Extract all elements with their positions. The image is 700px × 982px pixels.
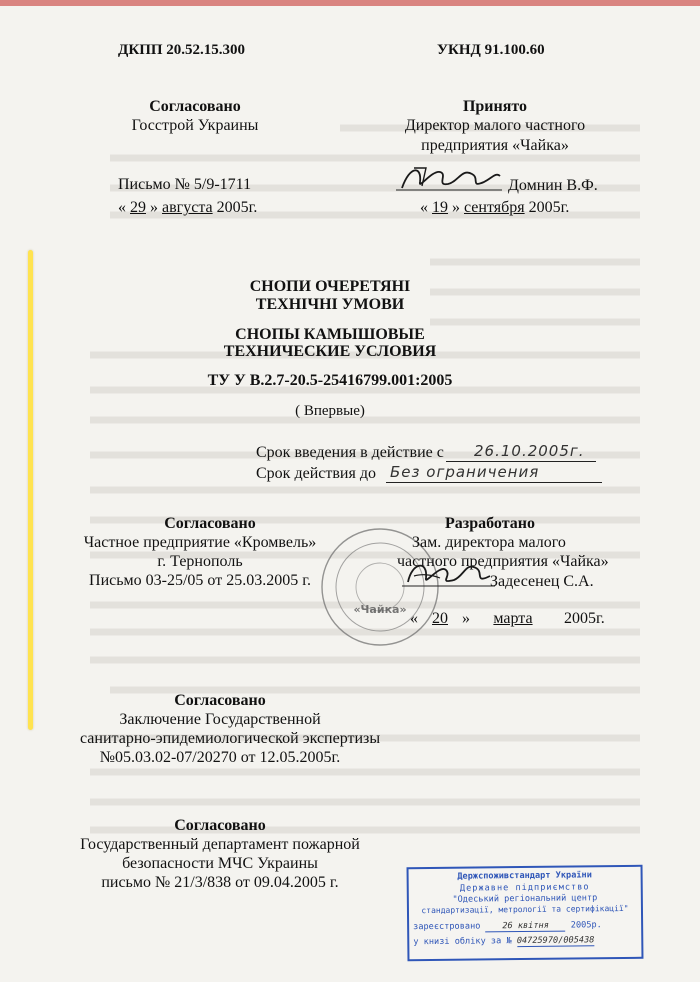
date-month: марта [493, 610, 533, 627]
date-month: сентября [464, 199, 525, 216]
approval-date [118, 199, 257, 217]
top-edge-mark [0, 0, 700, 6]
developer-heading: Разработано [445, 515, 535, 532]
dkpp-code: ДКПП 20.52.15.300 [118, 42, 246, 58]
fire-line1: Государственный департамент пожарной [80, 836, 360, 853]
registration-stamp [407, 865, 644, 961]
date-prefix: « [420, 199, 432, 216]
date-mid: » [146, 199, 162, 216]
approval-heading: Согласовано [149, 98, 241, 115]
yellow-highlighter-stroke [28, 250, 33, 730]
approval-letter: Письмо 03-25/05 от 25.03.2005 г. [89, 572, 311, 589]
sanitary-line2: санитарно-эпидемиологической экспертизы [80, 730, 381, 747]
fire-line3: письмо № 21/3/838 от 09.04.2005 г. [101, 874, 339, 891]
developer-name: Задесенец С.А. [490, 573, 594, 590]
round-seal-name: «Чайка» [353, 603, 407, 616]
first-edition-note: ( Впервые) [295, 403, 365, 419]
accepted-date [420, 199, 569, 217]
title-ua-line2: ТЕХНІЧНІ УМОВИ [255, 296, 405, 313]
spec-code: ТУ У В.2.7-20.5-25416799.001:2005 [207, 372, 453, 389]
date-day: 29 [130, 199, 146, 216]
developer-title-line1: Зам. директора малого [412, 534, 566, 551]
director-title-line2: предприятия «Чайка» [421, 137, 569, 154]
stamp-line3: "Одеський регіональний центр [452, 893, 598, 905]
validity-label: Срок действия до [256, 465, 376, 482]
date-day: 20 [432, 610, 448, 627]
director-title-line1: Директор малого частного [404, 117, 586, 134]
stamp-line6 [413, 935, 637, 949]
date-prefix: « [118, 199, 130, 216]
director-signature [392, 160, 512, 200]
book-number-value: 04725970/005438 [516, 935, 595, 947]
fire-line2: безопасности МЧС Украины [122, 855, 318, 872]
stamp-line2: Державне підприємство [459, 882, 590, 894]
director-name: Домнин В.Ф. [508, 177, 598, 194]
approval-city: г. Тернополь [157, 553, 243, 570]
developer-title-line2: частного предприятия «Чайка» [397, 553, 609, 570]
date-day: 19 [432, 199, 448, 216]
approval-heading: Согласовано [174, 817, 266, 834]
approval-letter: Письмо № 5/9-1711 [118, 176, 252, 193]
sanitary-line3: №05.03.02-07/20270 от 12.05.2005г. [99, 749, 341, 766]
intro-date-label: Срок введения в действие с [256, 444, 444, 461]
registered-date-value: 26 квітня [486, 921, 566, 933]
title-ru-line1: СНОПЫ КАМЫШОВЫЕ [235, 326, 425, 343]
uknd-code: УКНД 91.100.60 [437, 42, 545, 58]
intro-date-value: 26.10.2005г. [446, 442, 596, 462]
sanitary-line1: Заключение Государственной [119, 711, 321, 728]
stamp-line5 [413, 920, 637, 934]
registered-label: зареєстровано [413, 921, 481, 933]
registered-year: 2005р. [570, 920, 602, 931]
validity-value: Без ограничения [386, 463, 602, 483]
developer-signature [400, 556, 500, 594]
date-mid: » [448, 199, 464, 216]
stamp-line1: Держспоживстандарт України [457, 870, 592, 882]
approval-org: Частное предприятие «Кромвель» [83, 534, 317, 551]
date-year: 2005г. [212, 199, 258, 216]
book-number-label: у книзі обліку за № [413, 936, 512, 948]
date-mid: » [458, 610, 470, 627]
developer-date [410, 610, 605, 628]
date-year: 2005г. [524, 199, 570, 216]
date-prefix: « [410, 610, 422, 627]
approval-org: Госстрой Украины [131, 117, 259, 134]
stamp-line4: стандартизації, метрології та сертифікації" [421, 903, 629, 916]
title-ru-line2: ТЕХНИЧЕСКИЕ УСЛОВИЯ [223, 343, 437, 360]
accepted-heading: Принято [462, 98, 528, 115]
title-ua-line1: СНОПИ ОЧЕРЕТЯНІ [249, 278, 411, 295]
date-year: 2005г. [564, 610, 605, 627]
date-month: августа [162, 199, 213, 216]
approval-heading: Согласовано [164, 515, 256, 532]
approval-heading: Согласовано [174, 692, 266, 709]
